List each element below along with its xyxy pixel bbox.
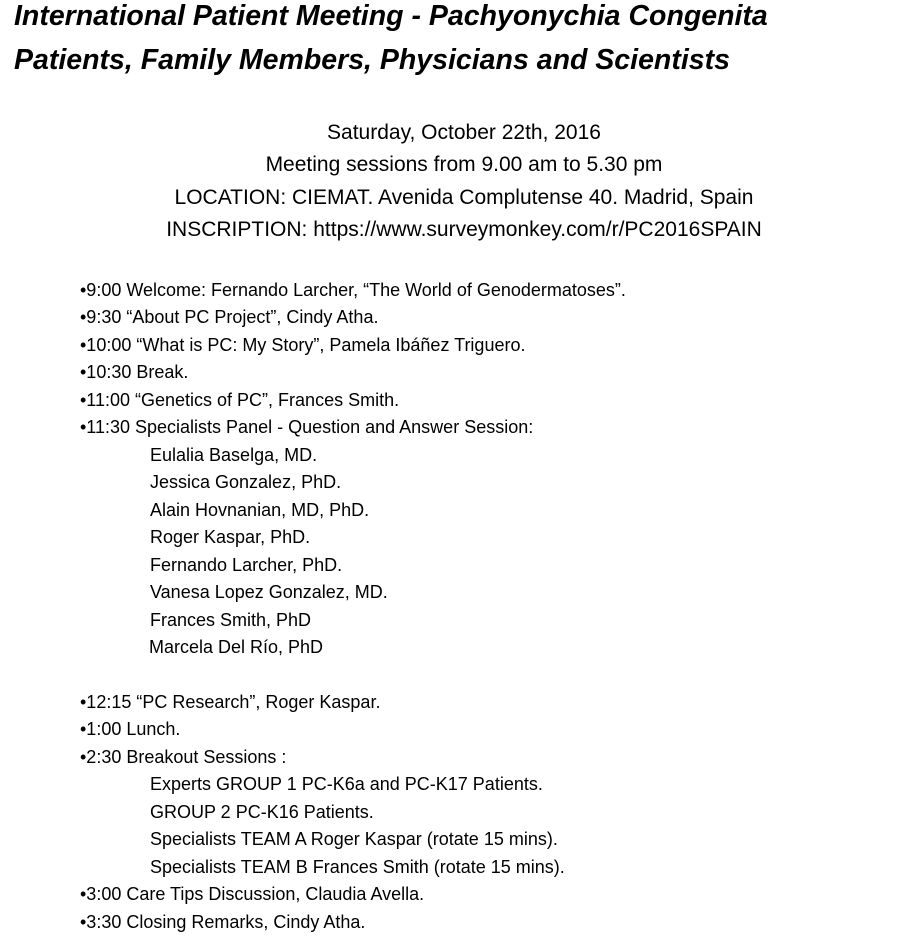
agenda-item: •11:00 “Genetics of PC”, Frances Smith. bbox=[80, 390, 400, 410]
panelist: Fernando Larcher, PhD. bbox=[150, 555, 343, 575]
panelist: Marcela Del Río, PhD bbox=[149, 637, 324, 657]
agenda-item: •2:30 Breakout Sessions : bbox=[80, 747, 287, 767]
breakout-session: Specialists TEAM A Roger Kaspar (rotate 15 mins). bbox=[150, 829, 558, 849]
agenda-item: •1:00 Lunch. bbox=[80, 719, 181, 739]
title-line-2: Patients, Family Members, Physicians and Scientists bbox=[14, 44, 730, 76]
meeting-hours: Meeting sessions from 9.00 am to 5.30 pm bbox=[265, 153, 663, 176]
agenda-item: •10:30 Break. bbox=[80, 362, 189, 382]
agenda-item: •10:00 “What is PC: My Story”, Pamela Ibáñez Triguero. bbox=[80, 335, 526, 355]
panelist: Eulalia Baselga, MD. bbox=[150, 445, 318, 465]
panelist: Frances Smith, PhD bbox=[150, 610, 312, 630]
panelist: Vanesa Lopez Gonzalez, MD. bbox=[150, 582, 388, 602]
meeting-date: Saturday, October 22th, 2016 bbox=[327, 121, 601, 144]
panelist: Roger Kaspar, PhD. bbox=[150, 527, 311, 547]
panelist: Jessica Gonzalez, PhD. bbox=[150, 472, 342, 492]
agenda-item: •9:30 “About PC Project”, Cindy Atha. bbox=[80, 307, 379, 327]
panelist: Alain Hovnanian, MD, PhD. bbox=[150, 500, 370, 520]
meeting-inscription: INSCRIPTION: https://www.surveymonkey.com/r/PC2016SPAIN bbox=[166, 218, 762, 241]
title-line-1: International Patient Meeting - Pachyonychia Congenita bbox=[14, 0, 768, 32]
breakout-session: GROUP 2 PC-K16 Patients. bbox=[150, 802, 374, 822]
meeting-location: LOCATION: CIEMAT. Avenida Complutense 40. Madrid, Spain bbox=[174, 186, 754, 209]
agenda-item: •3:00 Care Tips Discussion, Claudia Avella. bbox=[80, 884, 425, 904]
breakout-session: Specialists TEAM B Frances Smith (rotate 15 mins). bbox=[150, 857, 565, 877]
breakout-session: Experts GROUP 1 PC-K6a and PC-K17 Patients. bbox=[150, 774, 543, 794]
agenda-item: •11:30 Specialists Panel - Question and Answer Session: bbox=[80, 417, 534, 437]
agenda-item: •12:15 “PC Research”, Roger Kaspar. bbox=[80, 692, 381, 712]
agenda-item: •9:00 Welcome: Fernando Larcher, “The World of Genodermatoses”. bbox=[80, 280, 626, 300]
agenda-item: •3:30 Closing Remarks, Cindy Atha. bbox=[80, 912, 366, 932]
